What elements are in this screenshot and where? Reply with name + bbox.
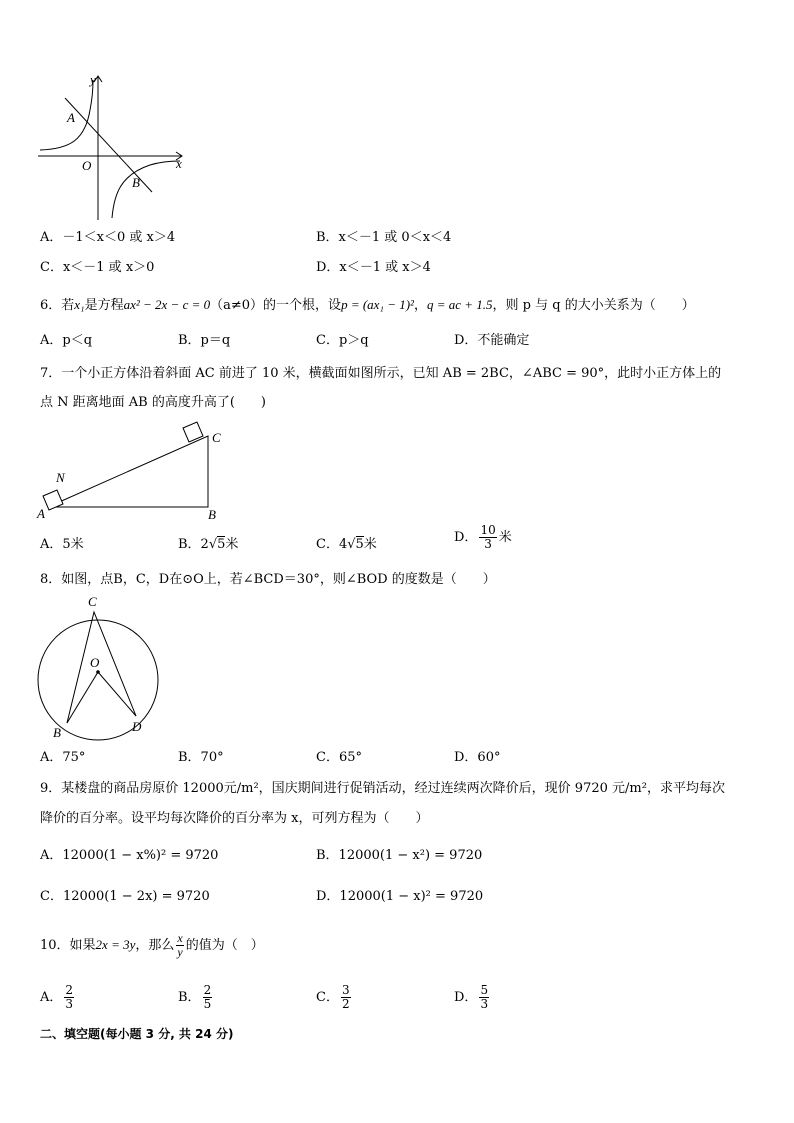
q5-option-b[interactable]: B．x＜－1 或 0＜x＜4 xyxy=(316,230,452,245)
circle-label-c: C xyxy=(88,594,97,609)
q10-equation: 2x = 3y xyxy=(95,937,136,952)
fraction-denominator: 5 xyxy=(203,997,212,1011)
q6-p-expr: p = (ax₁ − 1)² xyxy=(341,297,414,312)
q5-graph-figure xyxy=(30,70,195,222)
q7-stem-line2: 点 N 距离地面 AB 的高度升高了( ) xyxy=(40,395,266,410)
q7-option-d-unit: 米 xyxy=(498,530,512,545)
option-fraction xyxy=(341,984,351,1011)
q7-option-b-unit: 米 xyxy=(225,537,239,552)
q6-stem-mid1: 是方程 xyxy=(84,298,124,313)
fraction-numerator: x xyxy=(177,931,183,945)
q8-circle-figure xyxy=(30,592,165,742)
q7-option-d-fraction xyxy=(479,524,496,551)
q6-stem-suffix: ，则 p 与 q 的大小关系为（ ） xyxy=(492,298,695,313)
q6-stem-prefix: 6．若 xyxy=(40,298,75,313)
option-letter: B． xyxy=(178,990,201,1005)
q8-stem: 8．如图，点B，C，D在⊙O上，若∠BCD＝30°，则∠BOD 的度数是（ ） xyxy=(40,572,496,587)
incline-label-n: N xyxy=(56,470,65,485)
q7-option-c-prefix: C．4 xyxy=(316,537,348,552)
q9-option-a[interactable]: A．12000(1 − x%)² = 9720 xyxy=(40,848,219,863)
q10-stem xyxy=(40,932,264,959)
q5-option-a[interactable]: A．－1＜x＜0 或 x＞4 xyxy=(40,230,176,245)
fraction-denominator: 3 xyxy=(65,997,74,1011)
q7-option-b[interactable] xyxy=(178,535,238,555)
circle-label-b: B xyxy=(53,725,61,740)
graph-label-x: x xyxy=(176,156,182,171)
q10-option-b[interactable] xyxy=(178,984,214,1011)
q7-option-b-prefix: B．2 xyxy=(178,537,209,552)
option-letter: C． xyxy=(316,990,339,1005)
incline-label-a: A xyxy=(37,506,45,521)
q7-option-d[interactable] xyxy=(454,524,512,551)
fraction-denominator: 2 xyxy=(341,997,350,1011)
circle-label-o: O xyxy=(90,655,100,670)
fraction-denominator: 3 xyxy=(484,537,492,551)
q8-option-c[interactable]: C．65° xyxy=(316,750,362,765)
q6-equation: ax² − 2x − c = 0 xyxy=(123,297,211,312)
fraction-numerator: 2 xyxy=(203,983,212,997)
q9-stem-line2: 降价的百分率。设平均每次降价的百分率为 x，可列方程为（ ） xyxy=(40,811,429,826)
q7-option-d-prefix: D． xyxy=(454,530,478,545)
q10-stem-suffix: 的值为（ ） xyxy=(185,938,264,953)
graph-label-b: B xyxy=(132,175,140,190)
q9-stem-line1: 9．某楼盘的商品房原价 12000元/m²，国庆期间进行促销活动，经过连续两次降价后，现价 9720 元/m²，求平均每次 xyxy=(40,781,725,796)
q7-option-c-root: 5 xyxy=(355,537,364,552)
q10-option-a[interactable] xyxy=(40,984,76,1011)
circle-label-d: D xyxy=(132,719,142,734)
q7-stem-line1: 7．一个小正方体沿着斜面 AC 前进了 10 米，横截面如图所示，已知 AB = 2BC，∠ABC = 90°，此时小正方体上的 xyxy=(40,366,722,381)
graph-label-y: y xyxy=(90,72,96,87)
fraction-denominator: 3 xyxy=(480,997,489,1011)
option-letter: A． xyxy=(40,990,63,1005)
q10-option-c[interactable] xyxy=(316,984,353,1011)
q10-fraction xyxy=(176,932,183,959)
q9-option-d[interactable]: D．12000(1 − x)² = 9720 xyxy=(316,889,484,904)
option-letter: D． xyxy=(454,990,478,1005)
q9-option-b[interactable]: B．12000(1 − x²) = 9720 xyxy=(316,848,483,863)
incline-label-b: B xyxy=(208,507,216,522)
q5-option-c[interactable]: C．x＜－1 或 x＞0 xyxy=(40,260,155,275)
q6-stem-var: x₁ xyxy=(74,297,85,312)
q7-option-b-root: 5 xyxy=(217,537,226,552)
q7-incline-figure xyxy=(30,418,230,523)
graph-label-a: A xyxy=(67,110,75,125)
graph-label-o: O xyxy=(82,158,92,173)
fraction-numerator: 10 xyxy=(480,523,496,537)
section-heading-fill-in: 二、填空题(每小题 3 分, 共 24 分) xyxy=(40,1027,234,1041)
q6-option-d[interactable]: D．不能确定 xyxy=(454,333,530,348)
q10-stem-prefix: 10．如果 xyxy=(40,938,96,953)
q7-option-c[interactable] xyxy=(316,535,377,555)
q9-option-c[interactable]: C．12000(1 − 2x) = 9720 xyxy=(40,889,210,904)
incline-label-c: C xyxy=(212,430,221,445)
sqrt-icon: √ xyxy=(347,537,356,552)
option-fraction xyxy=(479,984,489,1011)
fraction-numerator: 5 xyxy=(480,983,489,997)
q7-option-c-unit: 米 xyxy=(363,537,377,552)
option-fraction xyxy=(64,984,74,1011)
fraction-numerator: 2 xyxy=(65,983,74,997)
sqrt-icon: √ xyxy=(208,537,218,552)
q10-option-d[interactable] xyxy=(454,984,491,1011)
q8-option-d[interactable]: D．60° xyxy=(454,750,501,765)
q6-stem: 6．若x₁是方程ax² − 2x − c = 0（a≠0）的一个根，设p = (ax₁ − 1)²，q = ac + 1.5，则 p 与 q 的大小关系为（ ） xyxy=(40,297,695,313)
q7-option-a[interactable]: A．5米 xyxy=(40,537,84,552)
q6-q-expr: q = ac + 1.5 xyxy=(426,297,493,312)
triangle-abc xyxy=(48,436,208,507)
small-cube-top xyxy=(183,422,203,442)
q6-condition: （a≠0） xyxy=(210,298,264,313)
hyperbola-branch-lower xyxy=(112,161,180,218)
q5-option-d[interactable]: D．x＜－1 或 x＞4 xyxy=(316,260,431,275)
option-fraction xyxy=(203,984,213,1011)
center-point xyxy=(96,670,100,674)
q6-option-a[interactable]: A．p＜q xyxy=(40,333,93,348)
q6-option-c[interactable]: C．p＞q xyxy=(316,333,369,348)
fraction-denominator: y xyxy=(177,945,183,959)
q6-option-b[interactable]: B．p＝q xyxy=(178,333,231,348)
q6-stem-mid2: 的一个根，设 xyxy=(263,298,342,313)
q10-stem-mid: ，那么 xyxy=(135,938,175,953)
fraction-numerator: 3 xyxy=(341,983,350,997)
q8-option-a[interactable]: A．75° xyxy=(40,750,86,765)
q8-option-b[interactable]: B．70° xyxy=(178,750,224,765)
